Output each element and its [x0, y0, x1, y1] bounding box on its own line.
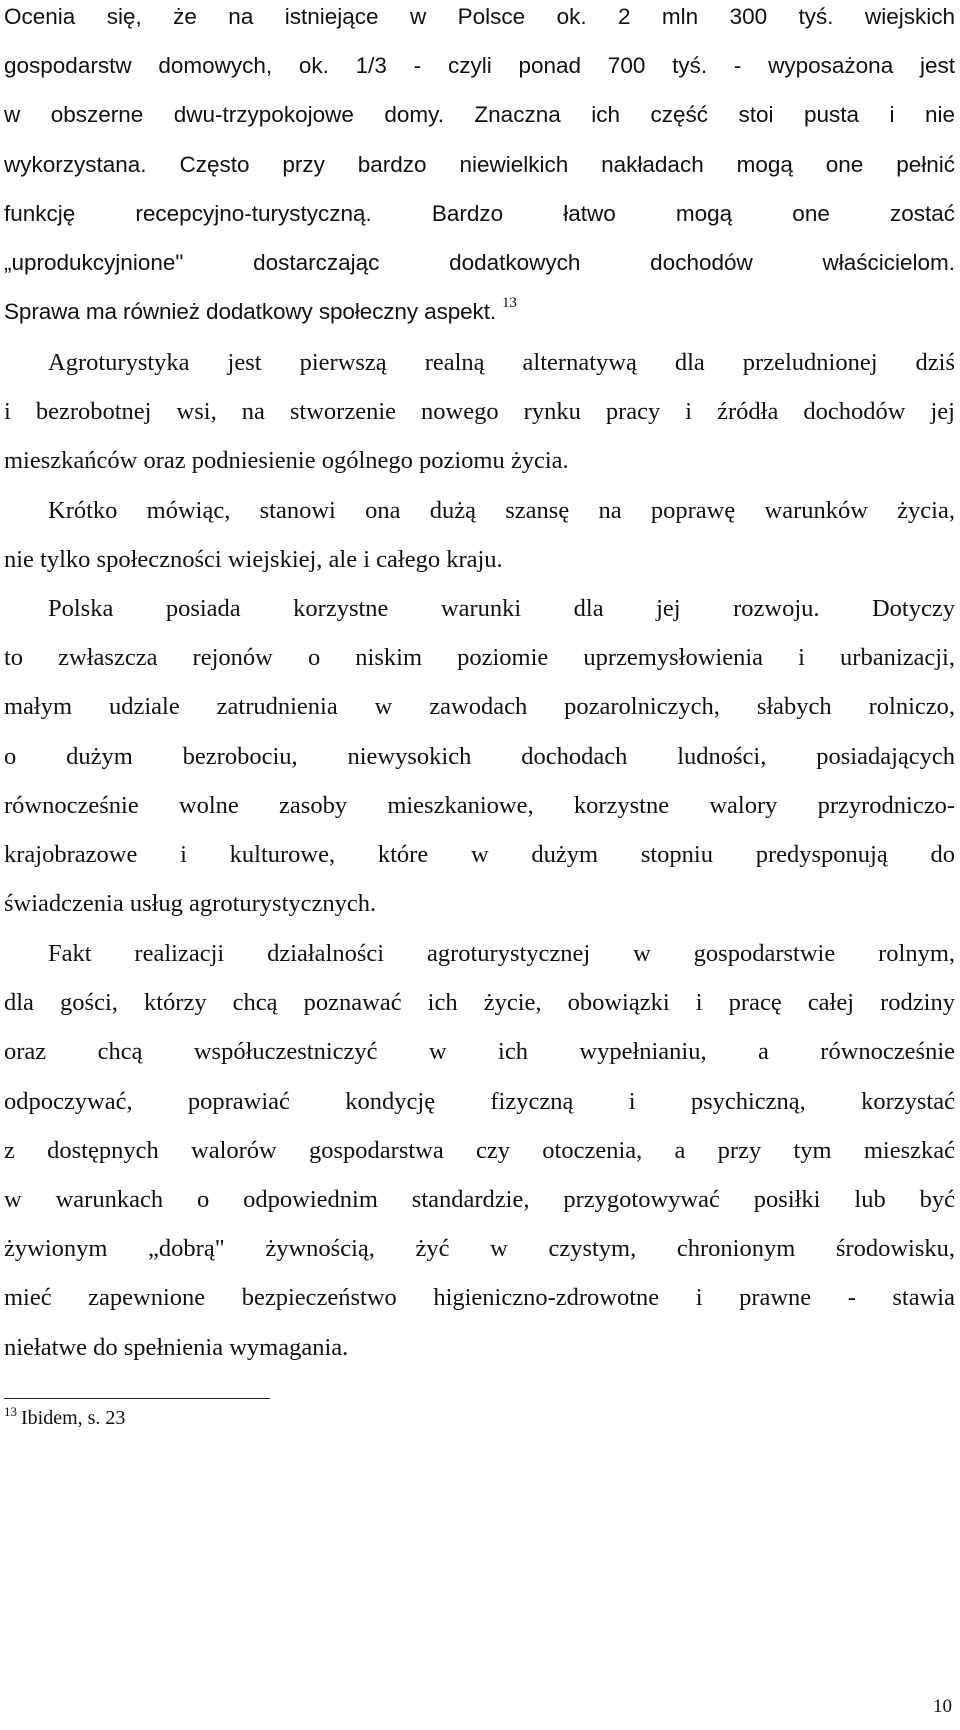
footnote-text: Ibidem, s. 23	[21, 1407, 126, 1429]
text-line	[4, 295, 955, 349]
text-line: z dostępnych walorów gospodarstwa czy otoczenia, a przy tym mieszkać	[4, 1137, 955, 1164]
footnote-reference: 13	[502, 295, 517, 311]
page-number: 10	[933, 1696, 952, 1717]
text-line: gospodarstw domowych, ok. 1/3 - czyli ponad 700 tyś. - wyposażona jest	[4, 53, 955, 78]
footnote	[4, 1405, 125, 1431]
text-line: „uprodukcyjnione" dostarczając dodatkowych dochodów właścicielom.	[4, 250, 955, 275]
text-line: o dużym bezrobociu, niewysokich dochodach ludności, posiadających	[4, 743, 955, 770]
text-line: żywionym „dobrą" żywnością, żyć w czystym, chronionym środowisku,	[4, 1235, 955, 1262]
text-line: Fakt realizacji działalności agroturystycznej w gospodarstwie rolnym,	[48, 940, 955, 967]
text-line: mieszkańców oraz podniesienie ogólnego poziomu życia.	[4, 447, 569, 474]
text-line: świadczenia usług agroturystycznych.	[4, 890, 377, 917]
text-line: wykorzystana. Często przy bardzo niewielkich nakładach mogą one pełnić	[4, 152, 955, 177]
text-line: w obszerne dwu-trzypokojowe domy. Znaczna ich część stoi pusta i nie	[4, 102, 955, 127]
text-line: nie tylko społeczności wiejskiej, ale i całego kraju.	[4, 546, 503, 573]
text-line: oraz chcą współuczestniczyć w ich wypełnianiu, a równocześnie	[4, 1038, 955, 1065]
text-line: niełatwe do spełnienia wymagania.	[4, 1334, 349, 1361]
text-line-content: Sprawa ma również dodatkowy społeczny aspekt.	[4, 299, 496, 324]
text-line: i bezrobotnej wsi, na stworzenie nowego rynku pracy i źródła dochodów jej	[4, 398, 955, 425]
text-line: Krótko mówiąc, stanowi ona dużą szansę na poprawę warunków życia,	[48, 497, 955, 524]
text-line: krajobrazowe i kulturowe, które w dużym stopniu predysponują do	[4, 841, 955, 868]
text-line: dla gości, którzy chcą poznawać ich życie, obowiązki i pracę całej rodziny	[4, 989, 955, 1016]
footnote-mark: 13	[4, 1404, 17, 1419]
footnote-separator	[4, 1398, 270, 1399]
text-line: mieć zapewnione bezpieczeństwo higieniczno-zdrowotne i prawne - stawia	[4, 1284, 955, 1311]
text-line: Polska posiada korzystne warunki dla jej rozwoju. Dotyczy	[48, 595, 955, 622]
text-line: to zwłaszcza rejonów o niskim poziomie uprzemysłowienia i urbanizacji,	[4, 644, 955, 671]
text-line: odpoczywać, poprawiać kondycję fizyczną i psychiczną, korzystać	[4, 1088, 955, 1115]
text-line: w warunkach o odpowiednim standardzie, przygotowywać posiłki lub być	[4, 1186, 955, 1213]
text-line: małym udziale zatrudnienia w zawodach pozarolniczych, słabych rolniczo,	[4, 693, 955, 720]
text-line: Ocenia się, że na istniejące w Polsce ok. 2 mln 300 tyś. wiejskich	[4, 4, 955, 29]
text-line: Agroturystyka jest pierwszą realną alternatywą dla przeludnionej dziś	[48, 349, 955, 376]
text-line: funkcję recepcyjno-turystyczną. Bardzo łatwo mogą one zostać	[4, 201, 955, 226]
text-line: równocześnie wolne zasoby mieszkaniowe, korzystne walory przyrodniczo-	[4, 792, 955, 819]
